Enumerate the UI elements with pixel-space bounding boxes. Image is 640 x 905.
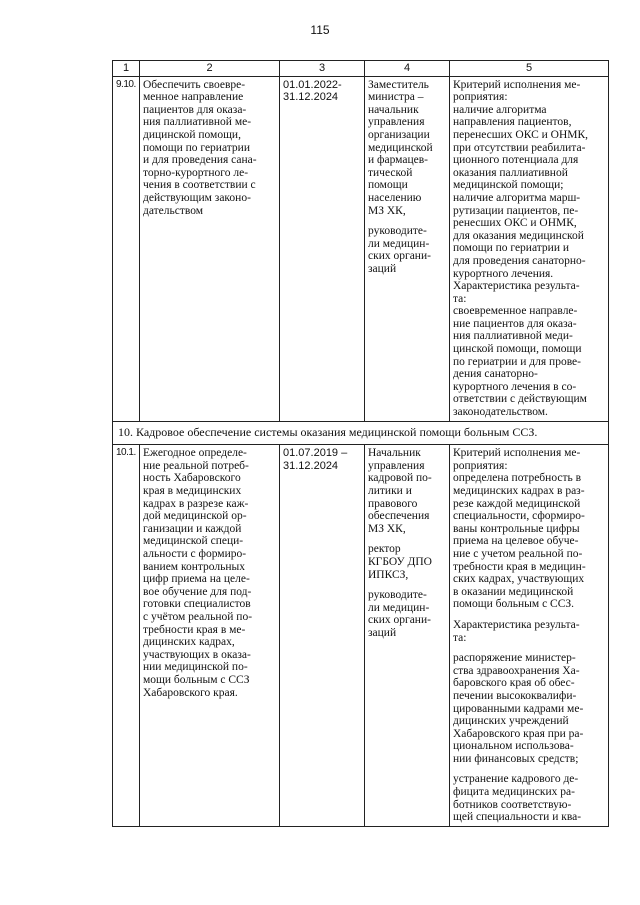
responsible-cell bbox=[365, 76, 450, 421]
criteria-cell bbox=[450, 445, 609, 827]
table-row bbox=[113, 445, 609, 827]
column-header-3: 3 bbox=[280, 61, 365, 77]
result-text: распоряжение министер- ства здравоохранения Ха- баровского края об обес- печении высококвалифи- цированными кадрами ме- дицинских учреждений Хабаровского края при ра- циональном использова- нии финансовых средств; bbox=[453, 652, 584, 765]
page-number: 115 bbox=[310, 23, 330, 37]
section-row bbox=[113, 421, 609, 445]
criteria-text: Критерий исполнения ме- роприятия: наличие алгоритма направления пациентов, перенесших ОКС и ОНМК, при отсутствии реабилита- ционного потенциала для оказания паллиативной медицинской помощи; наличие алгоритма марш- рутизации пациентов, пе- ренесших ОКС и ОНМК, для оказания медицинской помощи по гериатрии и для проведения санаторно- курортного лечения. Характеристика результа- та: своевременное направле- ние пациентов для оказа- ния паллиативной меди- цинской помощи, помощи по гериатрии и для прове- дения санаторно- курортного лечения в со- ответствии с действующим законодательством. bbox=[450, 76, 609, 421]
measure-text: Обеспечить своевре- менное направление пациентов для оказа- ния паллиативной ме- дицинской помощи, помощи по гериатрии и для проведения сана- торно-курортного ле- чения в соответствии с действующим законо- дательством bbox=[140, 76, 280, 421]
table-header-row bbox=[113, 61, 609, 77]
deadline-dates: 01.07.2019 – 31.12.2024 bbox=[280, 445, 365, 827]
responsible-cell bbox=[365, 445, 450, 827]
responsible-person: руководите- ли медицин- ских органи- заций bbox=[368, 589, 431, 639]
responsible-person: Заместитель министра – начальник управления организации медицинской и фармацев- тической помощи населению МЗ ХК, bbox=[368, 78, 433, 217]
column-header-4: 4 bbox=[365, 61, 450, 77]
column-header-5: 5 bbox=[450, 61, 609, 77]
responsible-person: Начальник управления кадровой по- литики и правового обеспечения МЗ ХК, bbox=[368, 447, 432, 535]
section-title: 10. Кадровое обеспечение системы оказания медицинской помощи больным ССЗ. bbox=[113, 421, 609, 445]
measure-text: Ежегодное определе- ние реальной потреб- ность Хабаровского края в медицинских кадрах в разрезе каж- дой медицинской ор- ганизации и каждой медицинской специ- альности с формиро- ванием контрольных цифр приема на целе- вое обучение для под- готовки специалистов с учётом реальной по- требности края в ме- дицинских кадрах, участвующих в оказа- нии медицинской по- мощи больным с ССЗ Хабаровского края. bbox=[140, 445, 280, 827]
column-header-1: 1 bbox=[113, 61, 140, 77]
criteria-text: Критерий исполнения ме- роприятия: определена потребность в медицинских кадрах в раз- резе каждой медицинской специальности, сформиро- ваны контрольные цифры приема на целевое обуче- ние с учетом реальной по- требности края в медицин- ских кадрах, участвующих в оказании медицинской помощи больным с ССЗ. bbox=[453, 447, 586, 611]
result-text: устранение кадрового де- фицита медицинских ра- ботников соответствую- щей специальности и ква- bbox=[453, 773, 582, 824]
row-number: 10.1. bbox=[113, 445, 140, 827]
responsible-person: руководите- ли медицин- ских органи- заций bbox=[368, 225, 431, 275]
column-header-2: 2 bbox=[140, 61, 280, 77]
deadline-dates: 01.01.2022- 31.12.2024 bbox=[280, 76, 365, 421]
table-row bbox=[113, 76, 609, 421]
responsible-person: ректор КГБОУ ДПО ИПКСЗ, bbox=[368, 543, 432, 581]
measures-table bbox=[112, 60, 609, 827]
row-number: 9.10. bbox=[113, 76, 140, 421]
result-heading: Характеристика результа- та: bbox=[453, 618, 580, 644]
